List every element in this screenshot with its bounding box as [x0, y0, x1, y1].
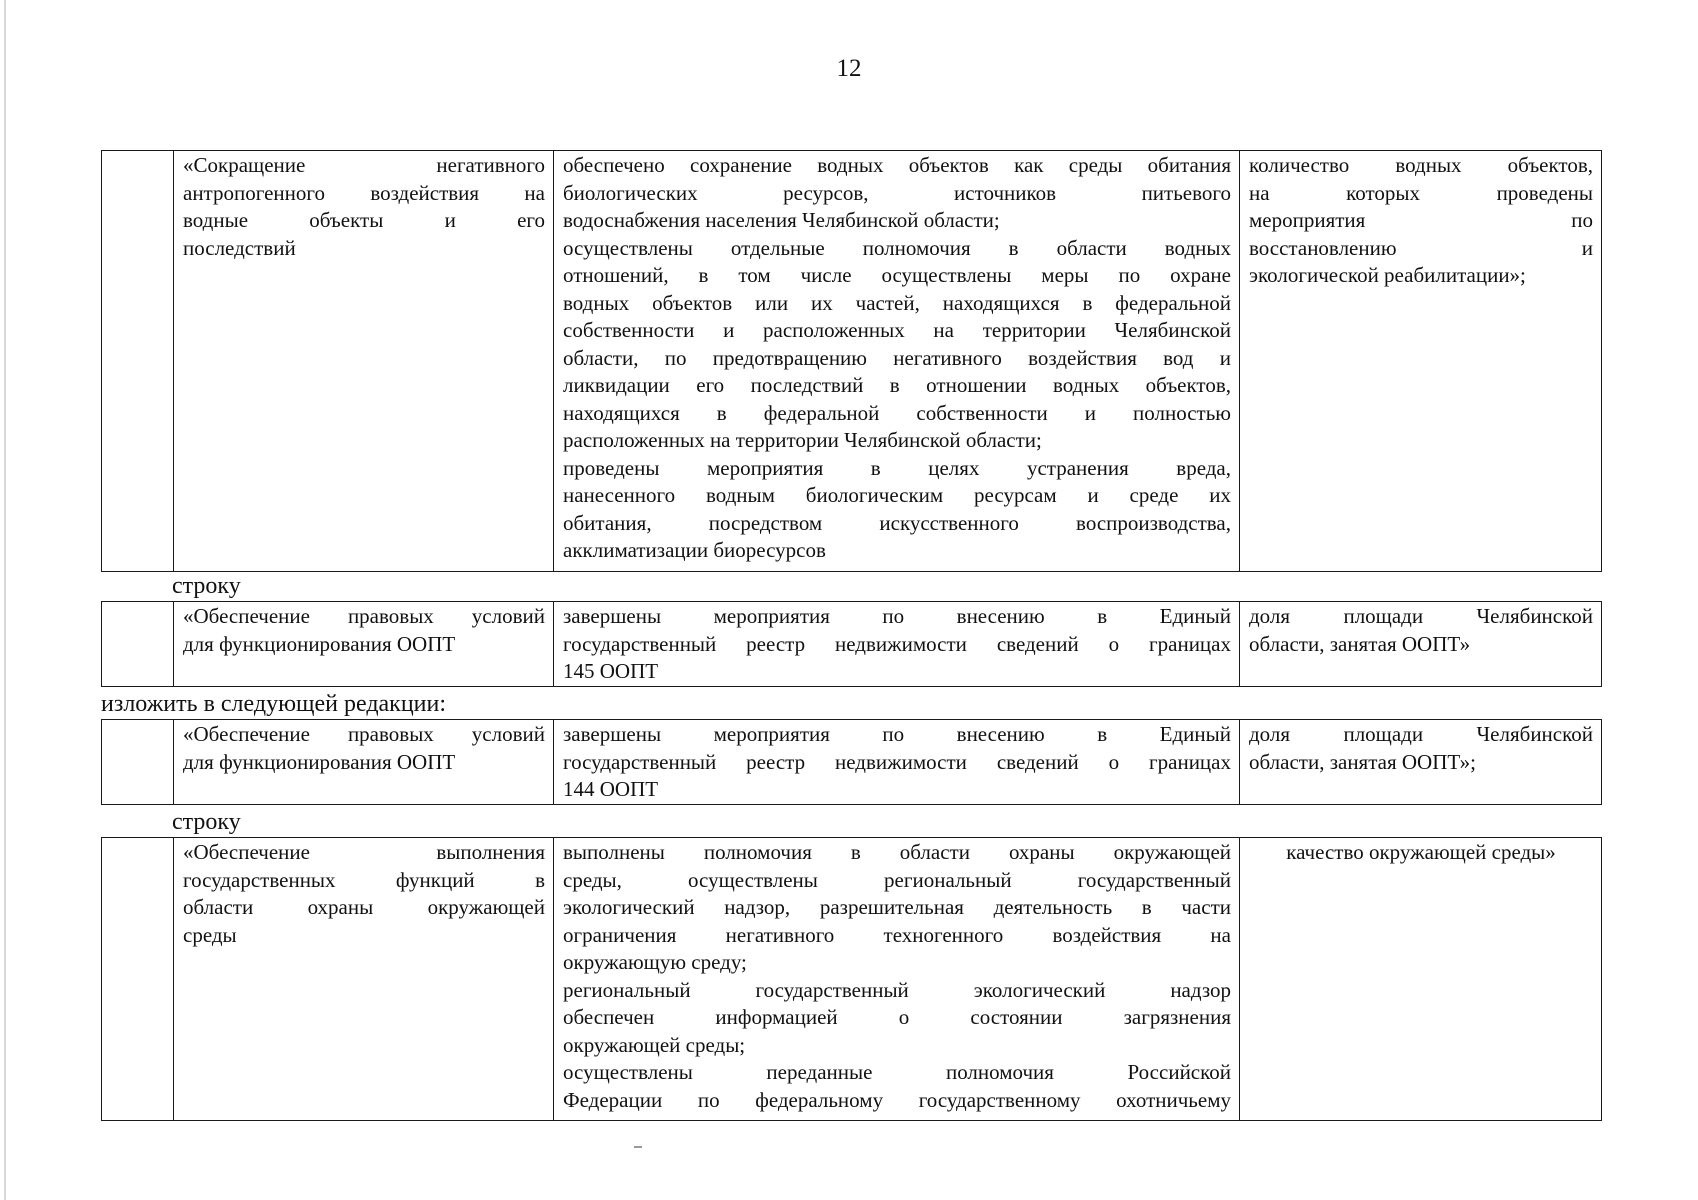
- text-line: обеспечено сохранение водных объектов как среды обитания: [563, 153, 1231, 177]
- table-environment: [101, 837, 1602, 1121]
- page-edge: [4, 0, 6, 1200]
- page-number: 12: [836, 55, 862, 82]
- text-line: государственных функций в: [183, 867, 545, 892]
- cell-task-name: [174, 602, 554, 687]
- text-line: осуществлены отдельные полномочия в области водных: [563, 235, 1231, 260]
- text-line: отношений, в том числе осуществлены меры по охране: [563, 263, 1231, 287]
- text-line: «Сокращение негативного: [183, 153, 545, 177]
- text-line: области охраны окружающей: [183, 895, 545, 919]
- cell-number: [102, 602, 174, 687]
- cell-indicator: [1240, 602, 1602, 687]
- text-line: ликвидации его последствий в отношении водных объектов,: [563, 373, 1231, 397]
- text-line: водных объектов или их частей, находящихся в федеральной: [563, 290, 1231, 315]
- text-line: осуществлены переданные полномочия Российской: [563, 1060, 1231, 1084]
- table-water-objects: [101, 150, 1602, 572]
- cell-task-name: [174, 151, 554, 572]
- text-line: для функционирования ООПТ: [183, 631, 456, 656]
- text-line: 144 ООПТ: [563, 777, 659, 801]
- cell-result: [554, 151, 1240, 572]
- text-line: экологической реабилитации»;: [1249, 263, 1526, 287]
- table-row: [102, 602, 1602, 687]
- text-line: биологических ресурсов, источников питьевого: [563, 180, 1231, 205]
- text-line: на которых проведены: [1249, 180, 1593, 205]
- text-line: количество водных объектов,: [1249, 153, 1593, 177]
- cell-indicator: [1240, 838, 1602, 1121]
- text-line: выполнены полномочия в области охраны окружающей: [563, 840, 1231, 864]
- text-line: Федерации по федеральному государственному охотничьему: [563, 1087, 1231, 1112]
- cell-task-name: [174, 838, 554, 1121]
- cell-number: [102, 151, 174, 572]
- text-line: последствий: [183, 235, 296, 260]
- cell-indicator: [1240, 151, 1602, 572]
- text-line: обитания, посредством искусственного воспроизводства,: [563, 510, 1231, 535]
- text-line: экологический надзор, разрешительная деятельность в части: [563, 895, 1231, 919]
- text-line: «Обеспечение выполнения: [183, 840, 545, 864]
- text-line: водоснабжения населения Челябинской области;: [563, 208, 1000, 232]
- cell-number: [102, 720, 174, 805]
- scan-mark: [634, 1146, 642, 1148]
- text-line: региональный государственный экологический надзор: [563, 977, 1231, 1002]
- text-line: среды, осуществлены региональный государственный: [563, 867, 1231, 892]
- table-oopt-new: [101, 719, 1602, 805]
- text-line: расположенных на территории Челябинской области;: [563, 428, 1042, 452]
- label-row: строку: [172, 573, 241, 599]
- cell-task-name: [174, 720, 554, 805]
- text-line: государственный реестр недвижимости сведений о границах: [563, 749, 1231, 774]
- text-line: доля площади Челябинской: [1249, 604, 1593, 628]
- cell-number: [102, 838, 174, 1121]
- table-oopt-old: [101, 601, 1602, 687]
- text-line: для функционирования ООПТ: [183, 749, 456, 774]
- text-line: завершены мероприятия по внесению в Единый: [563, 604, 1231, 628]
- text-line: антропогенного воздействия на: [183, 180, 545, 205]
- text-line: государственный реестр недвижимости сведений о границах: [563, 631, 1231, 656]
- text-line: области, занятая ООПТ»: [1249, 631, 1471, 656]
- text-line: находящихся в федеральной собственности и полностью: [563, 400, 1231, 425]
- text-line: среды: [183, 922, 237, 947]
- table-row: [102, 151, 1602, 572]
- text-line: нанесенного водным биологическим ресурсам и среде их: [563, 483, 1231, 507]
- text-line: водные объекты и его: [183, 208, 545, 232]
- text-line: окружающую среду;: [563, 950, 747, 974]
- cell-result: [554, 720, 1240, 805]
- text-line: завершены мероприятия по внесению в Единый: [563, 722, 1231, 746]
- text-line: обеспечен информацией о состоянии загрязнения: [563, 1005, 1231, 1029]
- text-line: окружающей среды;: [563, 1032, 746, 1057]
- text-line: ограничения негативного техногенного воздействия на: [563, 922, 1231, 947]
- cell-indicator: [1240, 720, 1602, 805]
- cell-result: [554, 602, 1240, 687]
- text-line: области, по предотвращению негативного воздействия вод и: [563, 345, 1231, 370]
- table-row: [102, 720, 1602, 805]
- text-line: 145 ООПТ: [563, 659, 659, 683]
- text-line: доля площади Челябинской: [1249, 722, 1593, 746]
- label-new-edition: изложить в следующей редакции:: [101, 691, 447, 717]
- text-line: акклиматизации биоресурсов: [563, 538, 826, 562]
- text-line: восстановлению и: [1249, 235, 1593, 260]
- text-line: собственности и расположенных на территории Челябинской: [563, 318, 1231, 342]
- text-line: «Обеспечение правовых условий: [183, 604, 545, 628]
- cell-result: [554, 838, 1240, 1121]
- text-line: «Обеспечение правовых условий: [183, 722, 545, 746]
- text-line: качество окружающей среды»: [1286, 840, 1556, 864]
- text-line: проведены мероприятия в целях устранения вреда,: [563, 455, 1231, 480]
- text-line: области, занятая ООПТ»;: [1249, 749, 1476, 774]
- table-row: [102, 838, 1602, 1121]
- text-line: мероприятия по: [1249, 208, 1593, 232]
- label-row: строку: [172, 809, 241, 835]
